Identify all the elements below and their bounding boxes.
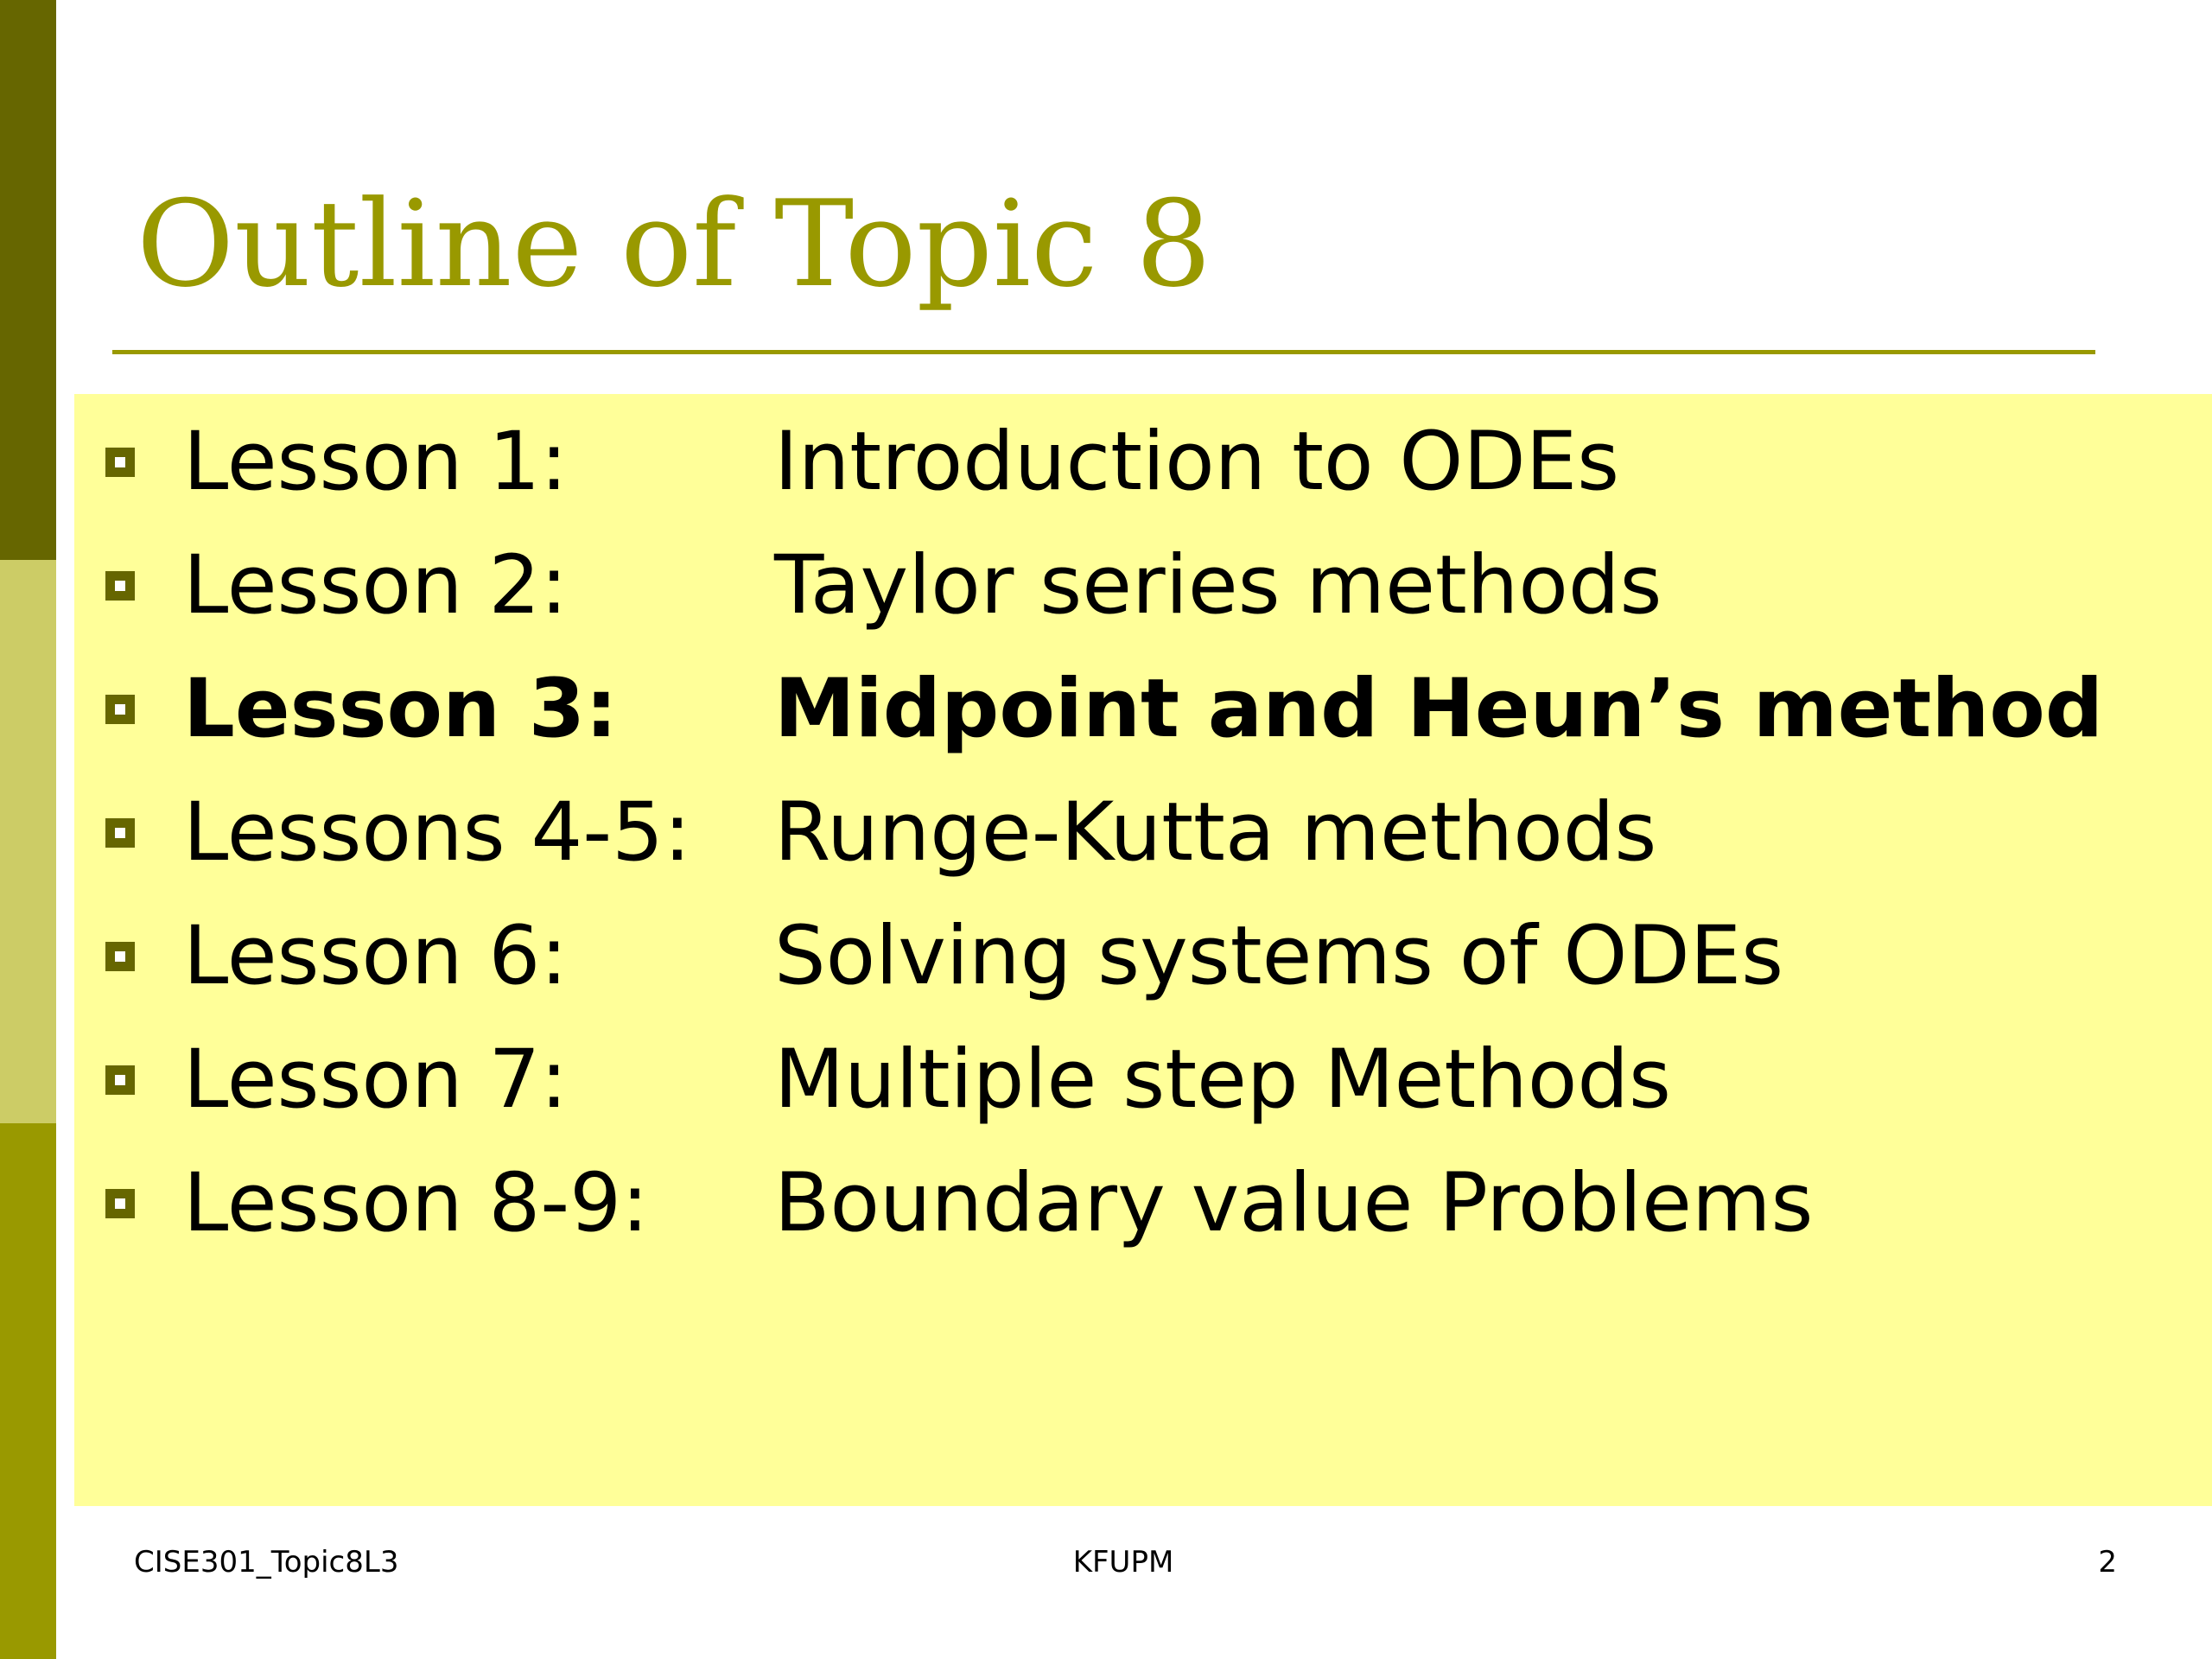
sidebar-middle-band <box>0 560 56 1123</box>
square-bullet-icon <box>105 818 135 848</box>
lesson-label: Lesson 3: <box>183 662 618 756</box>
sidebar-top-band <box>0 0 56 560</box>
lesson-item-3 <box>74 653 2212 766</box>
square-bullet-icon <box>105 448 135 477</box>
content-box <box>74 394 2212 1506</box>
slide-title: Outline of Topic 8 <box>137 175 1212 314</box>
title-underline <box>112 350 2095 354</box>
lesson-label: Lesson 2: <box>183 538 568 632</box>
lesson-topic: Multiple step Methods <box>774 1033 1671 1127</box>
lesson-topic: Runge-Kutta methods <box>774 785 1657 880</box>
square-bullet-icon <box>105 1065 135 1095</box>
footer-institution: KFUPM <box>1072 1545 1174 1580</box>
square-bullet-icon <box>105 1189 135 1218</box>
lesson-item-4 <box>74 777 2212 889</box>
footer-course-code: CISE301_Topic8L3 <box>134 1545 399 1580</box>
lesson-item-1 <box>74 406 2212 518</box>
footer-page-number: 2 <box>2098 1545 2117 1580</box>
square-bullet-icon <box>105 571 135 601</box>
lesson-topic: Introduction to ODEs <box>774 415 1620 509</box>
lesson-label: Lessons 4-5: <box>183 785 691 880</box>
square-bullet-icon <box>105 695 135 724</box>
lesson-item-5 <box>74 900 2212 1013</box>
lesson-topic: Taylor series methods <box>774 538 1662 632</box>
lesson-label: Lesson 1: <box>183 415 568 509</box>
lesson-topic: Boundary value Problems <box>774 1156 1814 1250</box>
lesson-item-7 <box>74 1147 2212 1260</box>
square-bullet-icon <box>105 942 135 971</box>
lesson-label: Lesson 7: <box>183 1033 568 1127</box>
lesson-label: Lesson 6: <box>183 909 568 1003</box>
lesson-item-2 <box>74 530 2212 642</box>
lesson-label: Lesson 8-9: <box>183 1156 649 1250</box>
lesson-item-6 <box>74 1024 2212 1136</box>
sidebar-bottom-band <box>0 1123 56 1659</box>
lesson-topic: Solving systems of ODEs <box>774 909 1784 1003</box>
lesson-topic: Midpoint and Heun’s method <box>774 662 2104 756</box>
